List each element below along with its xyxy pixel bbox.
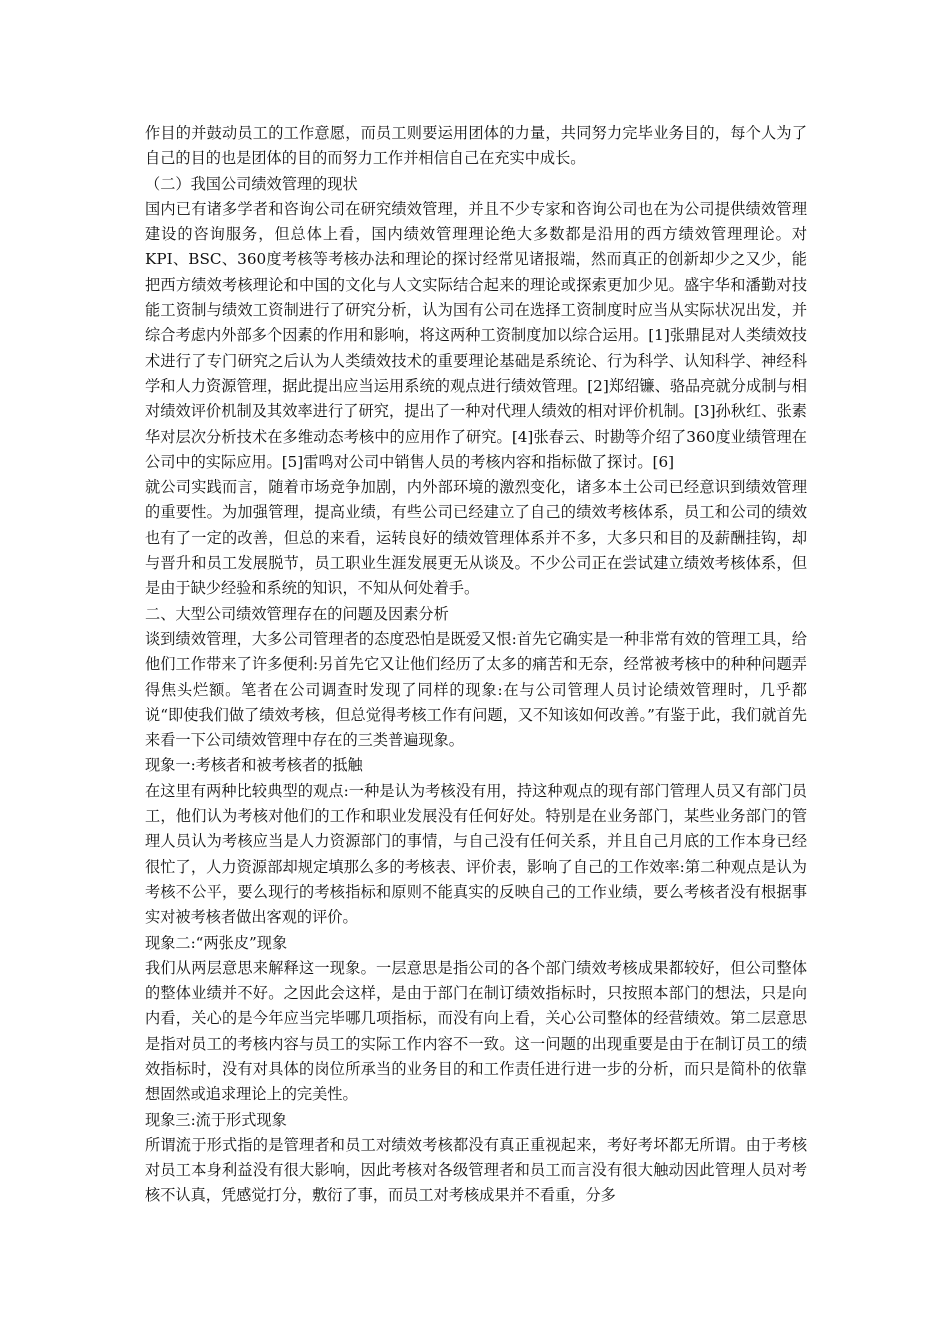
subheading-phenomenon-one: 现象一:考核者和被考核者的抵触	[145, 756, 363, 775]
subheading-phenomenon-two: 现象二:“两张皮”现象	[145, 933, 288, 952]
paragraph-phenomenon-one: 在这里有两种比较典型的观点:一种是认为考核没有用，持这种观点的现有部门管理人员又有部门员工，他们认为考核对他们的工作和职业发展没有任何好处。特别是在业务部门，某些业务部门的管理人员认为考核应当是人力资源部门的事情，与自己没有任何关系，并且自己月底的工作本身已经很忙了，人力资源部却规定填那么多的考核表、评价表，影响了自己的工作效率:第二种观点是认为考核不公平，要么现行的考核指标和原则不能真实的反映自己的工作业绩，要么考核者没有根据事实对被考核者做出客观的评价。	[145, 781, 807, 927]
section-heading-problems: 二、大型公司绩效管理存在的问题及因素分析	[145, 604, 449, 623]
document-page	[145, 121, 807, 1209]
paragraph-phenomenon-three: 所谓流于形式指的是管理者和员工对绩效考核都没有真正重视起来，考好考坏都无所谓。由于考核对员工本身利益没有很大影响，因此考核对各级管理者和员工而言没有很大触动因此管理人员对考核不认真，凭感觉打分，敷衍了事，而员工对考核成果并不看重，分多	[145, 1135, 807, 1205]
paragraph-domestic-research: 国内已有诸多学者和咨询公司在研究绩效管理，并且不少专家和咨询公司也在为公司提供绩效管理建设的咨询服务，但总体上看，国内绩效管理理论绝大多数都是沿用的西方绩效管理理论。对KPI、BSC、360度考核等考核办法和理论的探讨经常见诸报端，然而真正的创新却少之又少，能把西方绩效考核理论和中国的文化与人文实际结合起来的理论或探索更加少见。盛宇华和潘勤对技能工资制与绩效工资制进行了研究分析，认为国有公司在选择工资制度时应当从实际状况出发，并综合考虑内外部多个因素的作用和影响，将这两种工资制度加以综合运用。[1]张鼎昆对人类绩效技术进行了专门研究之后认为人类绩效技术的重要理论基础是系统论、行为科学、认知科学、神经科学和人力资源管理，据此提出应当运用系统的观点进行绩效管理。[2]郑绍镰、骆品亮就分成制与相对绩效评价机制及其效率进行了研究，提出了一种对代理人绩效的相对评价机制。[3]孙秋红、张素华对层次分析技术在多维动态考核中的应用作了研究。[4]张春云、时勘等介绍了360度业绩管理在公司中的实际应用。[5]雷鸣对公司中销售人员的考核内容和指标做了探讨。[6]	[145, 199, 807, 471]
subheading-phenomenon-three: 现象三:流于形式现象	[145, 1110, 287, 1129]
paragraph-continuation: 作目的并鼓动员工的工作意愿，而员工则要运用团体的力量，共同努力完毕业务目的，每个人为了自己的目的也是团体的目的而努力工作并相信自己在充实中成长。	[145, 124, 807, 168]
section-heading-domestic-status: （二）我国公司绩效管理的现状	[145, 174, 358, 193]
paragraph-manager-attitude: 谈到绩效管理，大多公司管理者的态度恐怕是既爱又恨:首先它确实是一种非常有效的管理工具，给他们工作带来了许多便利:另首先它又让他们经历了太多的痛苦和无奈，经常被考核中的种种问题弄得焦头烂额。笔者在公司调查时发现了同样的现象:在与公司管理人员讨论绩效管理时，几乎都说“即使我们做了绩效考核，但总觉得考核工作有问题，又不知该如何改善。”有鉴于此，我们就首先来看一下公司绩效管理中存在的三类普遍现象。	[145, 629, 807, 750]
paragraph-company-practice: 就公司实践而言，随着市场竞争加剧，内外部环境的激烈变化，诸多本土公司已经意识到绩效管理的重要性。为加强管理，提高业绩，有些公司已经建立了自己的绩效考核体系，员工和公司的绩效也有了一定的改善，但总的来看，运转良好的绩效管理体系并不多，大多只和目的及薪酬挂钩，却与晋升和员工发展脱节，员工职业生涯发展更无从谈及。不少公司正在尝试建立绩效考核体系，但是由于缺少经验和系统的知识，不知从何处着手。	[145, 478, 807, 598]
paragraph-phenomenon-two: 我们从两层意思来解释这一现象。一层意思是指公司的各个部门绩效考核成果都较好，但公司整体的整体业绩并不好。之因此会这样，是由于部门在制订绩效指标时，只按照本部门的想法，只是向内看，关心的是今年应当完毕哪几项指标，而没有向上看，关心公司整体的经营绩效。第二层意思是指对员工的考核内容与员工的实际工作内容不一致。这一问题的出现重要是由于在制订员工的绩效指标时，没有对具体的岗位所承当的业务目的和工作责任进行进一步的分析，而只是简朴的依靠想固然或追求理论上的完美性。	[145, 958, 807, 1104]
